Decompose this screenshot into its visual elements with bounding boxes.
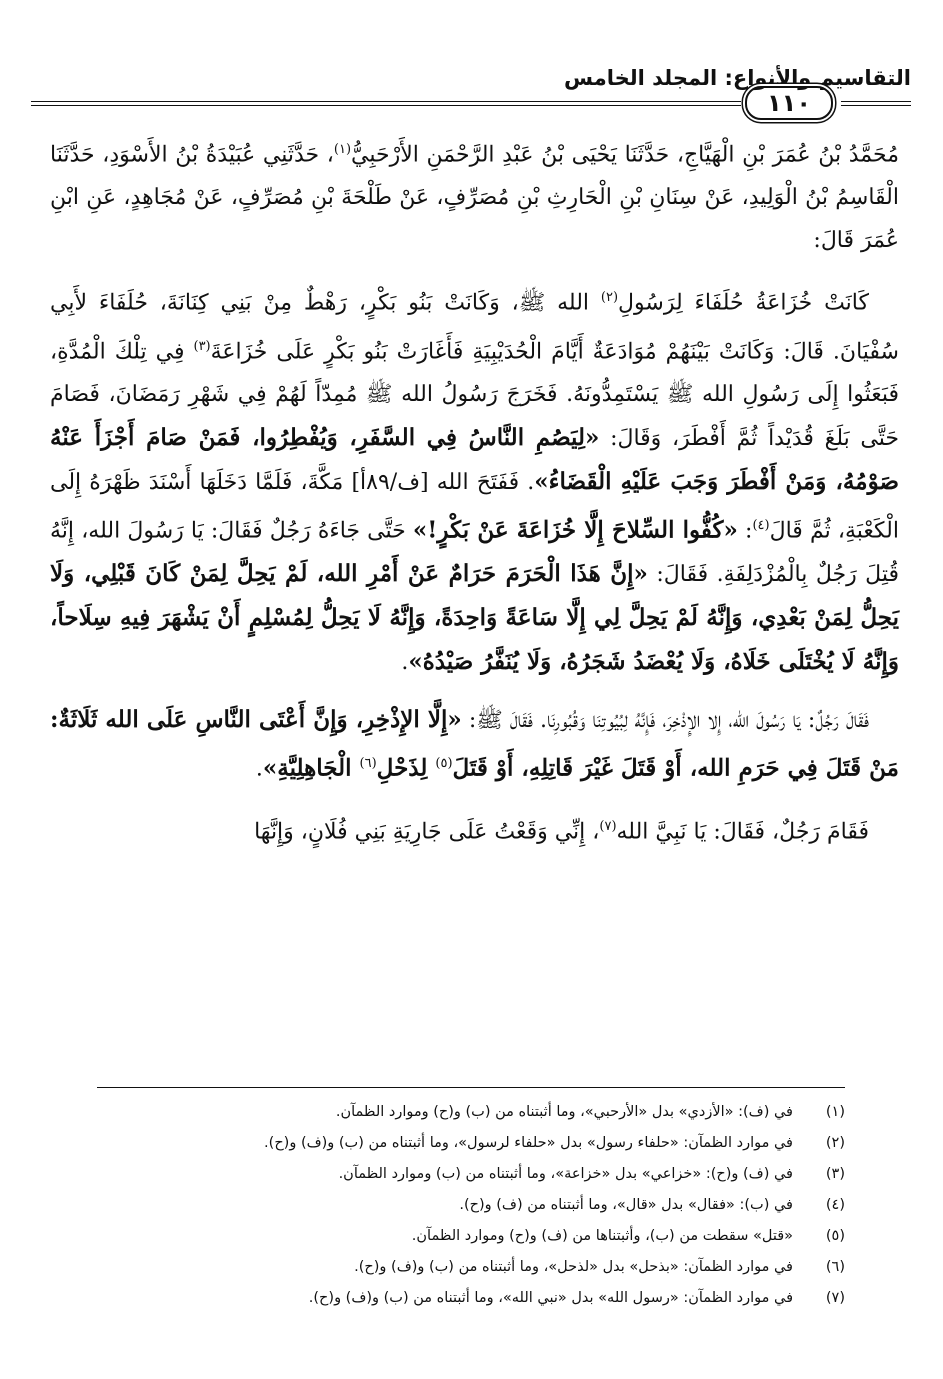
footnote-text: في (ب): «فقال» بدل «قال»، وما أثبتناه من (ف) و(ح). [459,1197,793,1213]
text-run: : [737,518,753,544]
footnote-text: في (ف): «الأزدي» بدل «الأرحبي»، وما أثبتناه من (ب) و(ح) وموارد الظمآن. [335,1104,793,1120]
prophetic-saying: «لِيَصُمِ النَّاسُ فِي السَّفَرِ، وَيُفْطِرُوا، فَمَنْ صَامَ أَجْزَأَ عَنْهُ صَوْمُهُ، وَمَنْ أَفْطَرَ وَجَبَ عَلَيْهِ الْقَضَاءُ» [50,423,899,495]
text-run: حَتَّى جَاءَهُ رَجُلٌ فَقَالَ: يَا رَسُولَ الله، إِنَّهُ قُتِلَ رَجُلٌ بِالْمُزْدَلِفَةِ. فَقَالَ: [50,518,899,588]
footnote-item [140,1128,845,1159]
footnote-number: (٥) [825,1228,845,1244]
running-head-title: التقاسيم والأنواع: المجلد الخامس [564,66,911,90]
footnote-ref-2[interactable]: (٢) [600,290,619,306]
footnote-separator [97,1087,845,1088]
hadith-paragraph-2 [50,698,899,790]
ornament-rule-left [31,101,741,106]
text-run: . فَفَتَحَ الله [ف/٨٩أ] مَكَّةَ، فَلَمَّا دَخَلَهَا أَسْنَدَ ظَهْرَهُ إِلَى الْكَعْبَةِ، ثُمَّ قَالَ [50,469,899,544]
text-run: كَانَتْ خُزَاعَةُ حُلَفَاءَ لِرَسُولِ [618,290,869,316]
text-run: الله ﷺ، وَكَانَتْ بَنُو بَكْرٍ، رَهْطٌ مِنْ بَنِي كِنَانَةَ، حُلَفَاءَ لأَبِي سُفْيَانَ. قَالَ: وَكَانَتْ بَيْنَهُمْ مُوَادَعَةٌ أَيَّامَ الْحُدَيْبِيَةِ فَأَغَارَتْ بَنُو بَكْرٍ عَلَى خُزَاعَةَ [50,290,899,364]
text-run: فَقَالَ رَجُلٌ: يَا رَسُولَ الله، إِلا الإِذْخِرَ، فَإِنَّهُ لِبُيُوتِنَا وَقُبُورِنَا. فَقَالَ ﷺ: [461,708,870,734]
prophetic-saying: «إِنَّ هَذَا الْحَرَمَ حَرَامٌ عَنْ أَمْرِ الله، لَمْ يَحِلَّ لِمَنْ كَانَ قَبْلِي، وَلَا يَحِلُّ لِمَنْ بَعْدِي، وَإِنَّهُ لَمْ يَحِلَّ لِي إِلَّا سَاعَةً وَاحِدَةً، وَإِنَّهُ لَا يَحِلُّ لِمُسْلِمٍ أَنْ يَشْهَرَ فِيهِ سِلَاحاً، وَإِنَّهُ لَا يُخْتَلَى خَلَاهُ، وَلَا يُعْضَدُ شَجَرُهُ، وَلَا يُنَفَّرُ صَيْدُهُ» [50,560,899,676]
text-run: فِي تِلْكَ الْمُدَّةِ، فَبَعَثُوا إِلَى رَسُولِ الله ﷺ يَسْتَمِدُّونَهُ. فَخَرَجَ رَسُولُ الله ﷺ مُمِدّاً لَهُمْ فِي شَهْرِ رَمَضَانَ، فَصَامَ حَتَّى بَلَغَ قُدَيْداً ثُمَّ أَفْطَرَ، وَقَالَ: [50,338,899,451]
footnote-text: في (ف) و(ح): «خزاعي» بدل «خزاعة»، وما أثبتناه من (ب) وموارد الظمآن. [338,1166,793,1182]
prophetic-saying: الْجَاهِلِيَّةِ» [262,754,360,782]
footnote-ref-1[interactable]: (١) [333,142,352,157]
isnad-text-2: ، حَدَّثَنِي عُبَيْدَةُ بْنُ الأَسْوَدِ، حَدَّثَنَا الْقَاسِمُ بْنُ الْوَلِيدِ، عَنْ سِنَانِ بْنِ الْحَارِثِ بْنِ مُصَرِّفٍ، عَنْ طَلْحَةَ بْنِ مُصَرِّفٍ، عَنْ مُجَاهِدٍ، عَنِ ابْنِ عُمَرَ قَالَ: [50,142,899,254]
footnote-text: في موارد الظمآن: «رسول الله» بدل «نبي الله»، وما أثبتناه من (ب) و(ف) و(ح). [308,1290,793,1306]
page-number-ornament [31,86,911,122]
footnote-number: (٤) [825,1197,845,1213]
isnad-text-1: مُحَمَّدُ بْنُ عُمَرَ بْنِ الْهَيَّاجِ، حَدَّثَنَا يَحْيَى بْنُ عَبْدِ الرَّحْمَنِ الأَرْحَبِيُّ [351,142,899,168]
footnote-ref-7[interactable]: (٧) [599,818,617,834]
footnote-item [140,1097,845,1128]
prophetic-saying: «كُفُّوا السِّلاحَ إِلَّا خُزَاعَةَ عَنْ بَكْرٍ!» [412,516,738,544]
footnote-item [140,1283,845,1314]
footnote-ref-6[interactable]: (٦) [359,756,377,772]
footnote-text: في موارد الظمآن: «حلفاء رسول» بدل «حلفاء لرسول»، وما أثبتناه من (ب) و(ف) و(ح). [264,1135,793,1151]
hadith-paragraph-1 [50,276,899,684]
footnote-ref-4[interactable]: (٤) [752,517,770,533]
hadith-paragraph-3 [50,805,899,853]
text-run: ، إِنِّي وَقَعْتُ عَلَى جَارِيَةِ بَنِي فُلَانٍ، وَإِنَّهَا [254,818,600,844]
footnote-item [140,1159,845,1190]
footnote-text: «قتل» سقطت من (ب)، وأثبتناها من (ف) و(ح) وموارد الظمآن. [411,1228,793,1244]
main-text [50,128,899,853]
prophetic-saying: «إِلَّا الإِذْخِرِ، وَإِنَّ أَعْتَى النَّاسِ عَلَى الله ثَلَاثَةٌ: مَنْ قَتَلَ فِي حَرَمِ الله، أَوْ قَتَلَ غَيْرَ قَاتِلِهِ، أَوْ قَتَلَ [50,706,899,782]
footnote-item [140,1252,845,1283]
page-number: ١١٠ [767,89,811,117]
text-run: . [255,756,263,782]
footnote-number: (٣) [825,1166,845,1182]
prophetic-saying: لِذَحْلِ [376,754,436,782]
footnote-number: (١) [825,1104,845,1120]
text-run: فَقَامَ رَجُلٌ، فَقَالَ: يَا نَبِيَّ الله [616,818,869,844]
ornament-rule-right [841,101,911,106]
footnote-number: (٧) [825,1290,845,1306]
footnote-item [140,1190,845,1221]
footnote-ref-3[interactable]: (٣) [193,338,211,354]
footnote-number: (٢) [825,1135,845,1151]
footnote-item [140,1221,845,1252]
text-run: . [401,650,409,676]
footnote-number: (٦) [825,1259,845,1275]
isnad-paragraph [50,128,899,262]
footnote-ref-5[interactable]: (٥) [435,756,453,772]
page-number-frame [745,86,833,120]
footnote-text: في موارد الظمآن: «بذحل» بدل «لذحل»، وما أثبتناه من (ب) و(ف) و(ح). [354,1259,793,1275]
footnotes [140,1097,845,1314]
